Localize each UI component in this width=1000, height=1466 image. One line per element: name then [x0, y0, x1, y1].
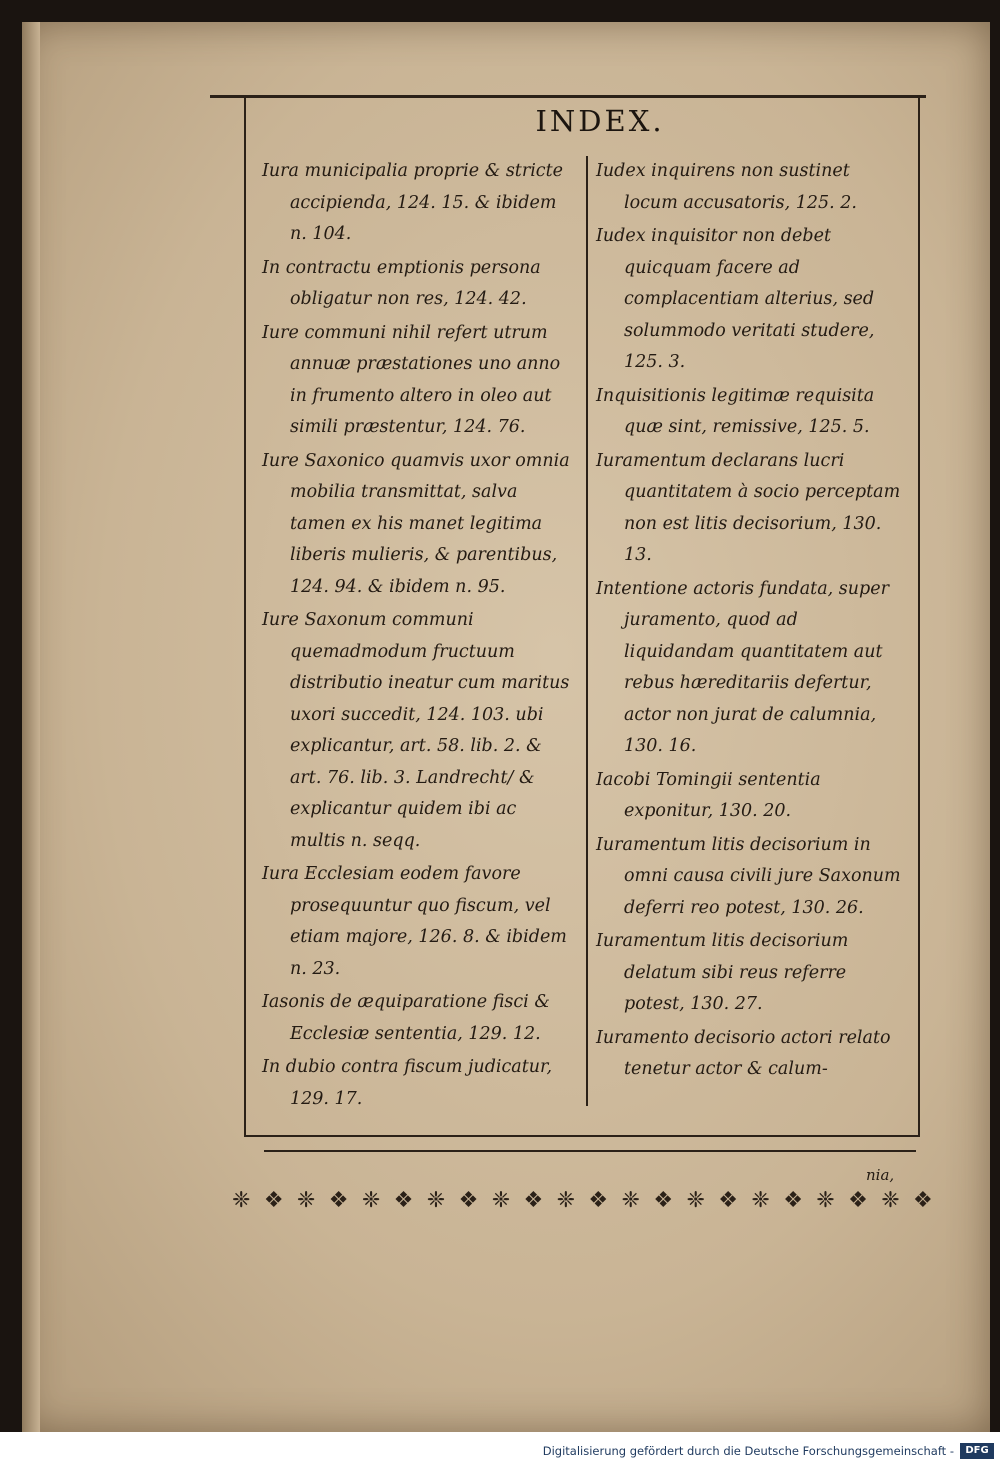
ornament-glyph-icon: ❖: [848, 1187, 867, 1213]
index-entry: Iure Saxonum communi quemadmodum fructuum distributio ineatur cum maritus uxori succedit, 124. 103. ubi explicantur, art. 58. lib. 2. & art. 76. lib. 3. Landrecht/ & explicantur quidem ibi ac multis n. seqq.: [262, 610, 570, 851]
index-entry: In dubio contra fiscum judicatur, 129. 17.: [262, 1057, 553, 1109]
ornament-glyph-icon: ❖: [588, 1187, 608, 1213]
bottom-rule: [264, 1150, 916, 1152]
ornament-glyph-icon: ❈: [816, 1187, 834, 1213]
ornament-glyph-icon: ❈: [556, 1187, 575, 1213]
ornament-glyph-icon: ❖: [523, 1187, 543, 1213]
page-edge: [22, 22, 40, 1432]
index-entry: Iura municipalia proprie & stricte accipienda, 124. 15. & ibidem n. 104.: [262, 161, 563, 244]
index-entry: Iasonis de æquiparatione fisci & Ecclesiæ sententia, 129. 12.: [262, 992, 550, 1044]
index-entry: Iuramentum declarans lucri quantitatem à socio perceptam non est litis decisorium, 130. 13.: [596, 450, 901, 565]
ornament-glyph-icon: ❖: [263, 1187, 283, 1213]
ornament-glyph-icon: ❖: [653, 1187, 673, 1213]
ornament-glyph-icon: ❈: [881, 1187, 899, 1213]
ornament-glyph-icon: ❖: [783, 1187, 802, 1213]
ornament-glyph-icon: ❈: [491, 1187, 510, 1213]
credit-text: Digitalisierung gefördert durch die Deutsche Forschungsgemeinschaft -: [542, 1444, 954, 1458]
ornament-glyph-icon: ❖: [328, 1187, 348, 1213]
index-entry: In contractu emptionis persona obligatur non res, 124. 42.: [262, 257, 541, 309]
column-divider: [586, 156, 588, 1106]
ornament-glyph-icon: ❖: [718, 1187, 737, 1213]
page-title: INDEX.: [535, 104, 665, 138]
index-entry: Iudex inquirens non sustinet locum accusatoris, 125. 2.: [596, 161, 857, 213]
index-entry: Iuramento decisorio actori relato tenetur actor & calum-: [596, 1027, 891, 1079]
dfg-logo-icon: DFG: [960, 1443, 994, 1459]
ornament-glyph-icon: ❈: [361, 1187, 380, 1213]
credit-bar: [0, 1432, 1000, 1466]
decorative-border: [232, 1180, 932, 1220]
index-entry: Iuramentum litis decisorium in omni causa civili jure Saxonum deferri reo potest, 130. 26.: [596, 834, 901, 918]
ornament-glyph-icon: ❖: [913, 1187, 932, 1213]
index-entry: Iure communi nihil refert utrum annuæ præstationes uno anno in frumento altero in oleo aut simili præstentur, 124. 76.: [262, 322, 561, 437]
ornament-glyph-icon: ❈: [296, 1187, 315, 1213]
index-entry: Iacobi Tomingii sententia exponitur, 130. 20.: [596, 769, 821, 821]
right-column: [596, 156, 908, 1088]
ornament-glyph-icon: ❈: [686, 1187, 704, 1213]
catchword: nia,: [866, 1166, 895, 1184]
index-entry: Iuramentum litis decisorium delatum sibi reus referre potest, 130. 27.: [596, 931, 849, 1014]
index-entry: Iura Ecclesiam eodem favore prosequuntur quo fiscum, vel etiam majore, 126. 8. & ibidem n. 23.: [262, 864, 567, 979]
left-column: [262, 156, 574, 1117]
index-entry: Iure Saxonico quamvis uxor omnia mobilia transmittat, salva tamen ex his manet legitima liberis mulieris, & parentibus, 124. 94. & ibidem n. 95.: [262, 450, 570, 597]
ornament-glyph-icon: ❈: [426, 1187, 445, 1213]
ornament-glyph-icon: ❈: [621, 1187, 639, 1213]
index-entry: Inquisitionis legitimæ requisita quæ sint, remissive, 125. 5.: [596, 385, 875, 437]
ornament-glyph-icon: ❖: [458, 1187, 478, 1213]
index-entry: Iudex inquisitor non debet quicquam facere ad complacentiam alterius, sed solummodo veritati studere, 125. 3.: [596, 226, 875, 372]
ornament-glyph-icon: ❈: [751, 1187, 769, 1213]
ornament-glyph-icon: ❈: [232, 1187, 250, 1213]
index-entry: Intentione actoris fundata, super juramento, quod ad liquidandam quantitatem aut rebus hæreditariis defertur, actor non jurat de calumnia, 130. 16.: [596, 578, 889, 756]
ornament-glyph-icon: ❖: [393, 1187, 413, 1213]
